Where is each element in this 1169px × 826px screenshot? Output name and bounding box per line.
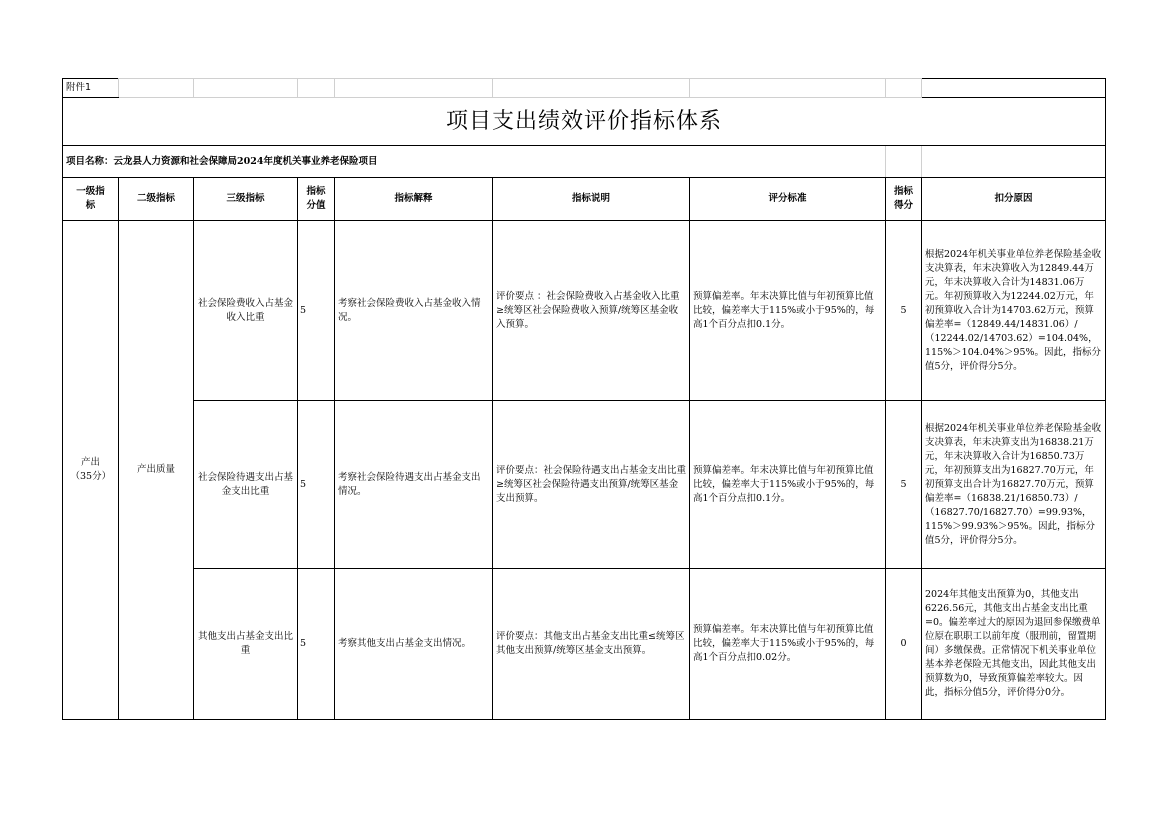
- level2-cell: 产出质量: [119, 221, 194, 720]
- standard-cell: 预算偏差率。年末决算比值与年初预算比值比较，偏差率大于115%或小于95%的，每高1个百分点扣0.1分。: [690, 221, 886, 401]
- header-explanation: 指标解释: [335, 178, 493, 221]
- standard-cell: 预算偏差率。年末决算比值与年初预算比值比较，偏差率大于115%或小于95%的，每高1个百分点扣0.02分。: [690, 569, 886, 720]
- level1-cell: 产出（35分）: [63, 221, 119, 720]
- weight-cell: 5: [298, 569, 335, 720]
- score-cell: 5: [886, 401, 922, 569]
- header-score: 指标得分: [886, 178, 922, 221]
- standard-cell: 预算偏差率。年末决算比值与年初预算比值比较，偏差率大于115%或小于95%的，每高1个百分点扣0.1分。: [690, 401, 886, 569]
- description-cell: 评价要点：社会保险待遇支出占基金支出比重≥统筹区社会保险待遇支出预算/统筹区基金支出预算。: [493, 401, 690, 569]
- explanation-cell: 考察其他支出占基金支出情况。: [335, 569, 493, 720]
- level3-cell: 社会保险费收入占基金收入比重: [194, 221, 298, 401]
- header-deduction: 扣分原因: [922, 178, 1106, 221]
- header-standard: 评分标准: [690, 178, 886, 221]
- evaluation-table: [62, 78, 1106, 720]
- score-cell: 0: [886, 569, 922, 720]
- page-title: 项目支出绩效评价指标体系: [63, 98, 1106, 146]
- header-weight: 指标分值: [298, 178, 335, 221]
- score-cell: 5: [886, 221, 922, 401]
- header-description: 指标说明: [493, 178, 690, 221]
- project-name: 项目名称：云龙县人力资源和社会保障局2024年度机关事业养老保险项目: [63, 146, 886, 178]
- deduction-cell: 根据2024年机关事业单位养老保险基金收支决算表，年末决算收入为12849.44万元，年末决算收入合计为14831.06万元。年初预算收入为12244.02万元，年初预算收入合计为14703.62万元，预算偏差率=（12849.44/14831.06）/（12244.02/14703.62）=104.04%，115%＞104.04%＞95%。因此，指标分值5分，评价得分5分。: [922, 221, 1106, 401]
- table-row: [63, 569, 1106, 720]
- header-level2: 二级指标: [119, 178, 194, 221]
- description-cell: 评价要点：其他支出占基金支出比重≤统筹区其他支出预算/统筹区基金支出预算。: [493, 569, 690, 720]
- table-row: [63, 221, 1106, 401]
- header-level3: 三级指标: [194, 178, 298, 221]
- explanation-cell: 考察社会保险待遇支出占基金支出情况。: [335, 401, 493, 569]
- level3-cell: 社会保险待遇支出占基金支出比重: [194, 401, 298, 569]
- deduction-cell: 根据2024年机关事业单位养老保险基金收支决算表，年末决算支出为16838.21万元，年末决算收入合计为16850.73万元，年初预算支出为16827.70万元，年初预算支出合计为16827.70万元，预算偏差率=（16838.21/16850.73）/（16827.70/16827.70）=99.93%，115%＞99.93%＞95%。因此，指标分值5分，评价得分5分。: [922, 401, 1106, 569]
- deduction-cell: 2024年其他支出预算为0，其他支出6226.56元，其他支出占基金支出比重=0。偏差率过大的原因为退回参保缴费单位原在职职工以前年度（服刑前，留置期间）多缴保费。正常情况下机关事业单位基本养老保险无其他支出，因此其他支出预算数为0，导致预算偏差率较大。因此，指标分值5分，评价得分0分。: [922, 569, 1106, 720]
- explanation-cell: 考察社会保险费收入占基金收入情况。: [335, 221, 493, 401]
- weight-cell: 5: [298, 401, 335, 569]
- table-row: [63, 401, 1106, 569]
- header-level1: 一级指标: [63, 178, 119, 221]
- attachment-label: 附件1: [63, 79, 119, 98]
- level3-cell: 其他支出占基金支出比重: [194, 569, 298, 720]
- description-cell: 评价要点 ：社会保险费收入占基金收入比重≥统筹区社会保险费收入预算/统筹区基金收入预算。: [493, 221, 690, 401]
- weight-cell: 5: [298, 221, 335, 401]
